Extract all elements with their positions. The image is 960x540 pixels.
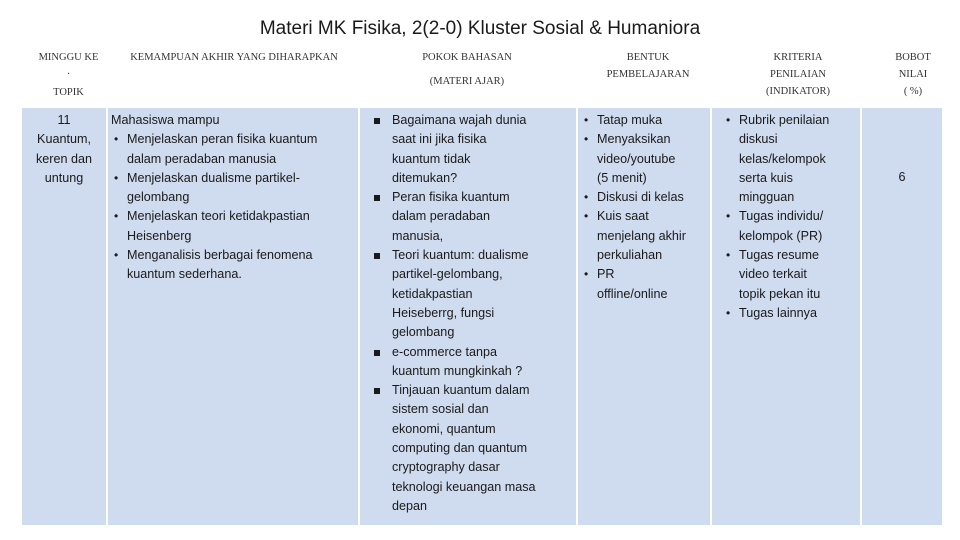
kemampuan-item-line: • Menjelaskan peran fisika kuantum	[127, 132, 318, 147]
kriteria-item-line: serta kuis	[739, 170, 793, 185]
pokok-item-line: kuantum mungkinkah ?	[392, 363, 523, 378]
cell-bentuk	[578, 108, 710, 525]
kriteria-item	[739, 304, 860, 323]
pokok-item-line: cryptography dasar	[392, 460, 500, 475]
kemampuan-list	[111, 130, 358, 284]
bentuk-item	[597, 265, 710, 304]
pokok-item-line: e-commerce tanpa	[392, 344, 497, 359]
bentuk-item-line: (5 menit)	[597, 170, 647, 185]
pokok-item-line: Bagaimana wajah dunia	[392, 113, 527, 127]
pokok-item-line: computing dan quantum	[392, 441, 528, 456]
pokok-item	[392, 343, 576, 382]
bentuk-list	[578, 108, 710, 304]
bentuk-item-line: menjelang akhir	[597, 228, 686, 243]
kemampuan-item	[127, 246, 358, 285]
header-topik-label: TOPIK	[53, 87, 84, 98]
pokok-item-line: saat ini jika fisika	[392, 132, 487, 147]
bobot-value: 6	[898, 170, 906, 184]
cell-kemampuan	[108, 108, 358, 525]
header-bobot-line3: ( %)	[903, 86, 923, 97]
kemampuan-item-line: • Menjelaskan dualisme partikel-	[127, 170, 300, 185]
kriteria-item-line: mingguan	[739, 190, 795, 205]
minggu-text	[22, 108, 106, 188]
pokok-item-line: manusia,	[392, 228, 444, 243]
kriteria-list	[712, 108, 860, 323]
kriteria-item	[739, 246, 860, 304]
kriteria-item	[739, 111, 860, 207]
pokok-item-line: ditemukan?	[392, 170, 458, 185]
kriteria-item-line: • Rubrik penilaian	[739, 113, 830, 127]
kriteria-item-line: • Tugas individu/	[739, 209, 824, 224]
header-kemampuan: KEMAMPUAN AKHIR YANG DIHARAPKAN	[130, 52, 338, 63]
minggu-line: Kuantum,	[37, 132, 91, 147]
header-bentuk	[578, 49, 718, 83]
kriteria-item-line: • Tugas lainnya	[739, 305, 817, 320]
kriteria-item	[739, 207, 860, 246]
pokok-item	[392, 111, 576, 188]
header-bentuk-line1: BENTUK	[626, 52, 670, 63]
kemampuan-item-line: dalam peradaban manusia	[127, 151, 277, 166]
bentuk-item	[597, 111, 710, 130]
minggu-line: 11	[57, 113, 71, 127]
kriteria-item-line: topik pekan itu	[739, 286, 821, 301]
header-kriteria-line2: PENILAIAN	[770, 69, 826, 80]
cell-pokok	[360, 108, 576, 525]
kemampuan-intro: Mahasiswa mampu	[111, 113, 220, 127]
kriteria-item-line: • Tugas resume	[739, 248, 820, 263]
pokok-item-line: Tinjauan kuantum dalam	[392, 383, 530, 398]
pokok-item-line: Peran fisika kuantum	[392, 190, 510, 205]
kemampuan-item	[127, 130, 358, 169]
minggu-line: untung	[44, 170, 84, 185]
kemampuan-item-line: kuantum sederhana.	[127, 267, 242, 282]
kemampuan-item-line: gelombang	[127, 190, 190, 205]
pokok-item	[392, 381, 576, 516]
kemampuan-item-line: • Menjelaskan teori ketidakpastian	[127, 209, 310, 224]
pokok-item	[392, 188, 576, 246]
bentuk-item-line: • Kuis saat	[597, 209, 649, 224]
pokok-item-line: kuantum tidak	[392, 151, 471, 166]
cell-kriteria	[712, 108, 860, 525]
kemampuan-item	[127, 169, 358, 208]
bentuk-item-line: • PR	[597, 267, 615, 282]
bentuk-item-line: • Diskusi di kelas	[597, 190, 684, 205]
pokok-item-line: ketidakpastian	[392, 286, 473, 301]
header-minggu-label: MINGGU KE	[38, 52, 99, 63]
header-kriteria-line1: KRITERIA	[773, 52, 823, 63]
kemampuan-item-line: Heisenberg	[127, 228, 192, 243]
bentuk-item	[597, 130, 710, 188]
header-bobot	[868, 49, 958, 100]
pokok-item-line: gelombang	[392, 325, 455, 340]
kriteria-item-line: kelas/kelompok	[739, 151, 826, 166]
pokok-item-line: teknologi keuangan masa	[392, 479, 536, 494]
page-title: Materi MK Fisika, 2(2-0) Kluster Sosial & Humaniora	[259, 18, 701, 39]
bentuk-item-line: • Menyaksikan	[597, 132, 671, 147]
bentuk-item-line: perkuliahan	[597, 248, 663, 263]
header-minggu	[22, 49, 115, 107]
bentuk-item-line: • Tatap muka	[597, 113, 663, 127]
header-bobot-line1: BOBOT	[895, 52, 931, 63]
pokok-item-line: Teori kuantum: dualisme	[392, 248, 529, 263]
kriteria-item-line: kelompok (PR)	[739, 228, 823, 243]
header-pokok-label: POKOK BAHASAN	[422, 52, 512, 63]
pokok-item-line: sistem sosial dan	[392, 402, 489, 417]
pokok-item	[392, 246, 576, 342]
minggu-line: keren dan	[35, 151, 92, 166]
bentuk-item-line: video/youtube	[597, 151, 676, 166]
header-bobot-line2: NILAI	[898, 69, 928, 80]
pokok-item-line: ekonomi, quantum	[392, 421, 496, 436]
cell-bobot	[862, 108, 942, 525]
cell-minggu	[22, 108, 106, 525]
header-materi-label: (MATERI AJAR)	[429, 76, 505, 87]
header-kriteria-line3: (INDIKATOR)	[766, 86, 830, 97]
bentuk-item-line: offline/online	[597, 286, 668, 301]
pokok-item-line: partikel-gelombang,	[392, 267, 503, 282]
header-bentuk-line2: PEMBELAJARAN	[606, 69, 690, 80]
pokok-item-line: Heiseberrg, fungsi	[392, 305, 495, 320]
kriteria-item-line: video terkait	[739, 267, 807, 282]
bentuk-item	[597, 207, 710, 265]
kemampuan-text	[108, 108, 358, 285]
header-pokok	[361, 49, 573, 90]
bentuk-item	[597, 188, 710, 207]
pokok-item-line: depan	[392, 498, 428, 513]
pokok-list	[360, 108, 576, 516]
pokok-item-line: dalam peradaban	[392, 209, 491, 224]
kriteria-item-line: diskusi	[739, 132, 778, 147]
header-minggu-dot: .	[67, 66, 70, 77]
header-kriteria	[728, 49, 868, 100]
kemampuan-item	[127, 207, 358, 246]
kemampuan-item-line: • Menganalisis berbagai fenomena	[127, 248, 313, 263]
